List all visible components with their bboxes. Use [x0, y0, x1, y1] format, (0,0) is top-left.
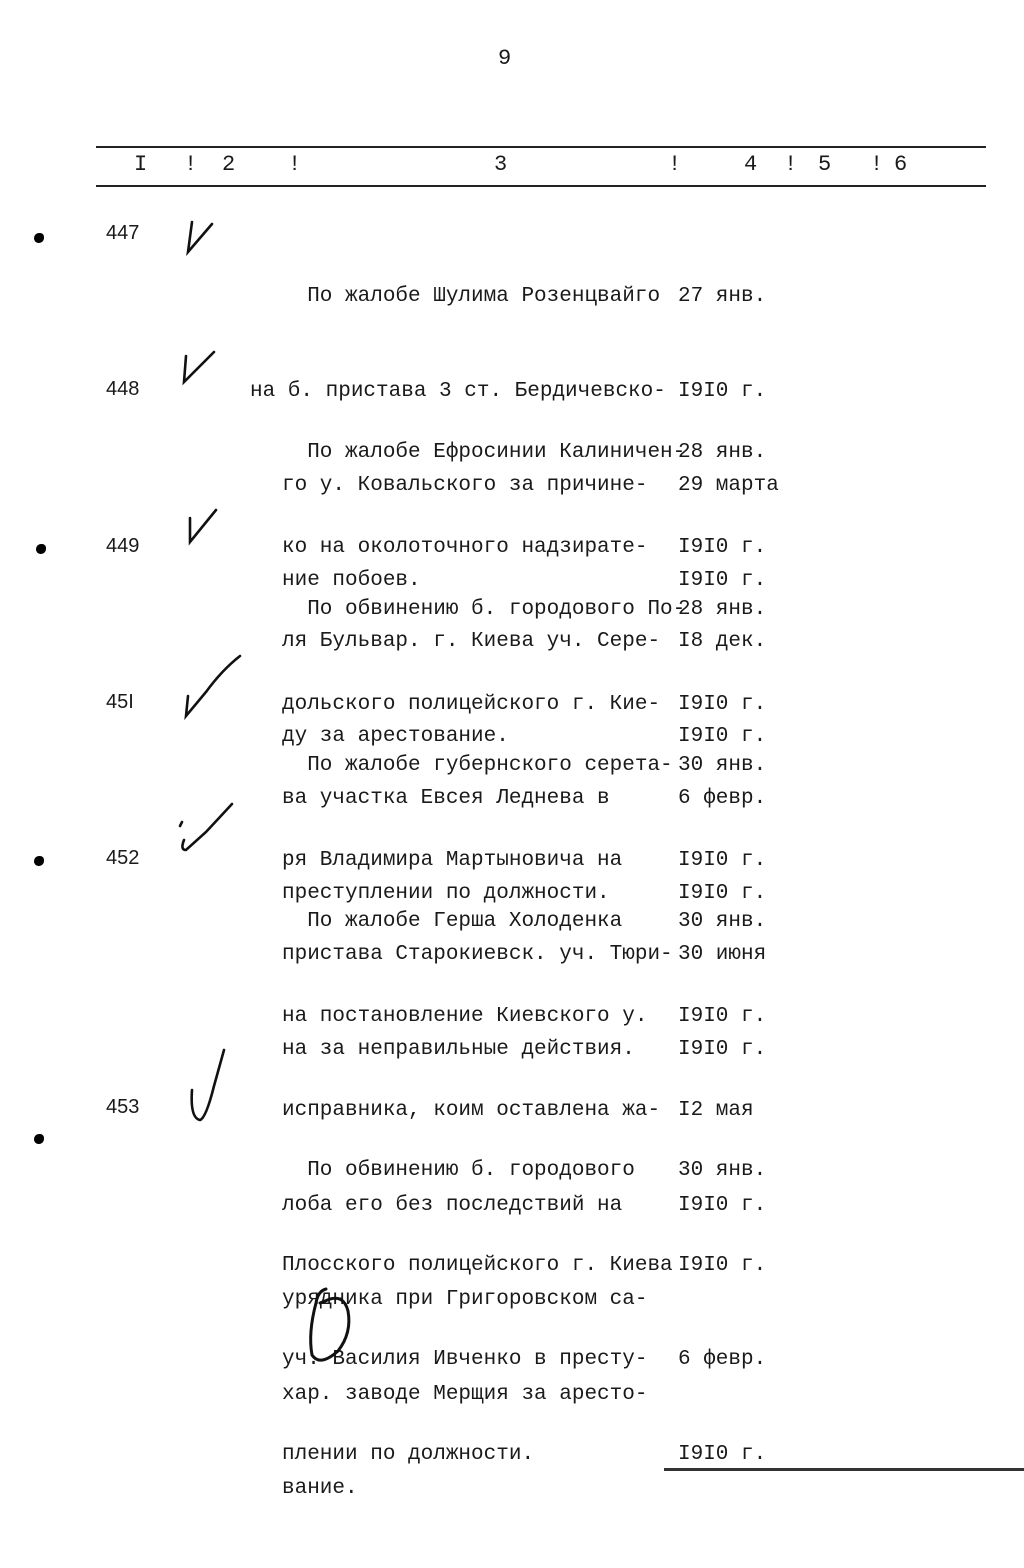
checkmark-icon [184, 1046, 234, 1126]
entry-number: 452 [106, 847, 140, 869]
entry-number: 45I [106, 691, 134, 713]
entry-number: 447 [106, 222, 140, 244]
entry-dates: 30 янв. I9I0 г. 6 февр. I9I0 г. [678, 1159, 767, 1466]
entry-dates: 28 янв. I9I0 г. I8 дек. I9I0 г. [678, 441, 767, 748]
header-col-1: I [134, 152, 148, 177]
margin-ink-dot [36, 544, 46, 554]
header-sep: ! [668, 152, 682, 177]
header-col-6: 6 [894, 152, 908, 177]
checkmark-icon [176, 800, 240, 858]
entry-description: По жалобе губернского серета- ря Владимира Мартыновича на пристава Старокиевск. уч. Тюри- на за неправильные действия. [282, 754, 673, 1061]
entry-description: По жалобе Шулима Розенцвайго на б. пристава 3 ст. Бердичевско- го у. Ковальского за причине- ние побоев. [250, 285, 666, 592]
header-col-2: 2 [222, 152, 236, 177]
entry-number: 449 [106, 535, 140, 557]
header-top-rule [96, 146, 986, 148]
page-number: 9 [498, 46, 512, 71]
checkmark-icon [180, 506, 224, 546]
checkmark-icon [182, 218, 222, 258]
header-sep: ! [784, 152, 798, 177]
entry-description: По жалобе Ефросинии Калиничен- ко на околоточного надзирате- ля Бульвар. г. Киева уч. Сере- ду за арестование. [282, 441, 686, 748]
handwritten-six-mark [300, 1285, 370, 1365]
entry-dates: 28 янв. I9I0 г. 6 февр. I9I0 г. [678, 598, 767, 905]
header-sep: ! [870, 152, 884, 177]
entry-number: 453 [106, 1096, 140, 1118]
header-bottom-rule [96, 185, 986, 187]
entry-dates: 30 янв. I9I0 г. 30 июня I9I0 г. [678, 754, 767, 1061]
entry-description: По жалобе Герша Холоденка на постановление Киевского у. исправника, коим оставлена жа- лоба его без последствий на урядника при Григоровском са- хар. заводе Мерщия за аресто- вание. [282, 910, 661, 1500]
header-col-4: 4 [744, 152, 758, 177]
margin-ink-dot [34, 233, 44, 243]
header-sep: ! [184, 152, 198, 177]
entry-description: По обвинению б. городового По- дольского полицейского г. Кие- ва участка Евсея Леднева в преступлении по должности. [282, 598, 686, 905]
header-col-5: 5 [818, 152, 832, 177]
margin-ink-dot [34, 856, 44, 866]
entry-dates: 30 янв. I9I0 г. I2 мая I9I0 г. [678, 910, 767, 1217]
margin-ink-dot [34, 1134, 44, 1144]
checkmark-icon [180, 652, 244, 720]
header-sep: ! [288, 152, 302, 177]
entry-dates: 27 янв. I9I0 г. 29 марта I9I0 г. [678, 285, 779, 592]
entry-number: 448 [106, 378, 140, 400]
checkmark-icon [176, 348, 220, 388]
header-col-3: 3 [494, 152, 508, 177]
page-edge-line [664, 1468, 1024, 1471]
entry-description: По обвинению б. городового Плосского полицейского г. Киева уч. Василия Ивченко в престу- плении по должности. [282, 1159, 673, 1466]
